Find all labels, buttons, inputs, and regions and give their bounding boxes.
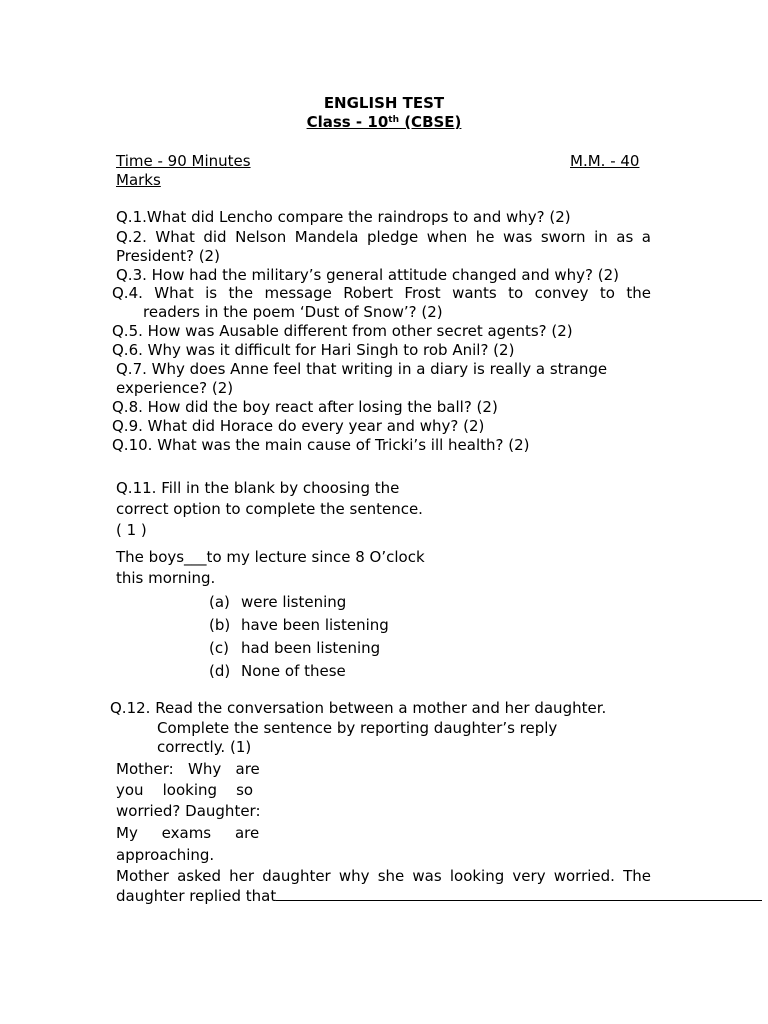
question-2-line-1: Q.2. What did Nelson Mandela pledge when he was sworn in as a [116, 228, 651, 246]
question-8: Q.8. How did the boy react after losing the ball? (2) [112, 398, 498, 416]
question-1: Q.1.What did Lencho compare the raindrops to and why? (2) [116, 208, 571, 226]
test-title: ENGLISH TEST [323, 94, 445, 112]
question-4-line-1: Q.4. What is the message Robert Frost wants to convey to the [112, 284, 651, 302]
question-11-sentence-line-1: The boys___to my lecture since 8 O’clock [116, 548, 425, 566]
option-letter: (a) [209, 593, 230, 611]
question-4-line-2: readers in the poem ‘Dust of Snow’? (2) [143, 303, 443, 321]
conversation-line-3: worried? Daughter: [116, 802, 261, 820]
question-7-line-2: experience? (2) [116, 379, 234, 397]
option-letter: (c) [209, 639, 229, 657]
question-11-line-1: Q.11. Fill in the blank by choosing the [116, 479, 400, 497]
question-11-line-2: correct option to complete the sentence. [116, 500, 423, 518]
question-10: Q.10. What was the main cause of Tricki’s ill health? (2) [112, 436, 530, 454]
question-12-line-3: correctly. (1) [157, 738, 252, 756]
marks-word: Marks [116, 171, 161, 189]
question-9: Q.9. What did Horace do every year and why? (2) [112, 417, 485, 435]
report-line-1: Mother asked her daughter why she was looking very worried. The [116, 867, 651, 885]
option-b [209, 616, 389, 635]
class-heading [0, 113, 768, 132]
question-12-line-2: Complete the sentence by reporting daughter’s reply [157, 719, 558, 737]
option-text: None of these [241, 662, 346, 680]
question-12-line-1: Q.12. Read the conversation between a mother and her daughter. [110, 699, 607, 717]
conversation-line-1: Mother: Why are [116, 760, 260, 778]
question-11-marks: ( 1 ) [116, 521, 147, 539]
option-text: were listening [241, 593, 347, 611]
max-marks-label: M.M. - 40 [570, 152, 640, 170]
report-line-2-text: daughter replied that [116, 887, 277, 905]
option-text: have been listening [241, 616, 389, 634]
option-letter: (d) [209, 662, 231, 680]
conversation-line-4: My exams are [116, 824, 260, 842]
conversation-line-5: approaching. [116, 846, 215, 864]
option-text: had been listening [241, 639, 381, 657]
question-3: Q.3. How had the military’s general attitude changed and why? (2) [116, 266, 620, 284]
option-c [209, 639, 381, 658]
question-5: Q.5. How was Ausable different from other secret agents? (2) [112, 322, 573, 340]
question-2-line-2: President? (2) [116, 247, 220, 265]
class-heading-sup: th [388, 115, 399, 125]
conversation-line-2: you looking so [116, 781, 254, 799]
class-heading-prefix: Class - 10 [306, 113, 389, 131]
question-6: Q.6. Why was it difficult for Hari Singh to rob Anil? (2) [112, 341, 515, 359]
report-line-2 [116, 886, 762, 906]
class-heading-suffix: (CBSE) [398, 113, 462, 131]
option-a [209, 593, 347, 612]
question-11-sentence-line-2: this morning. [116, 569, 216, 587]
question-7-line-1: Q.7. Why does Anne feel that writing in a diary is really a strange [116, 360, 608, 378]
option-letter: (b) [209, 616, 231, 634]
answer-blank-line [276, 886, 762, 901]
time-label: Time - 90 Minutes [116, 152, 251, 170]
option-d [209, 662, 346, 681]
